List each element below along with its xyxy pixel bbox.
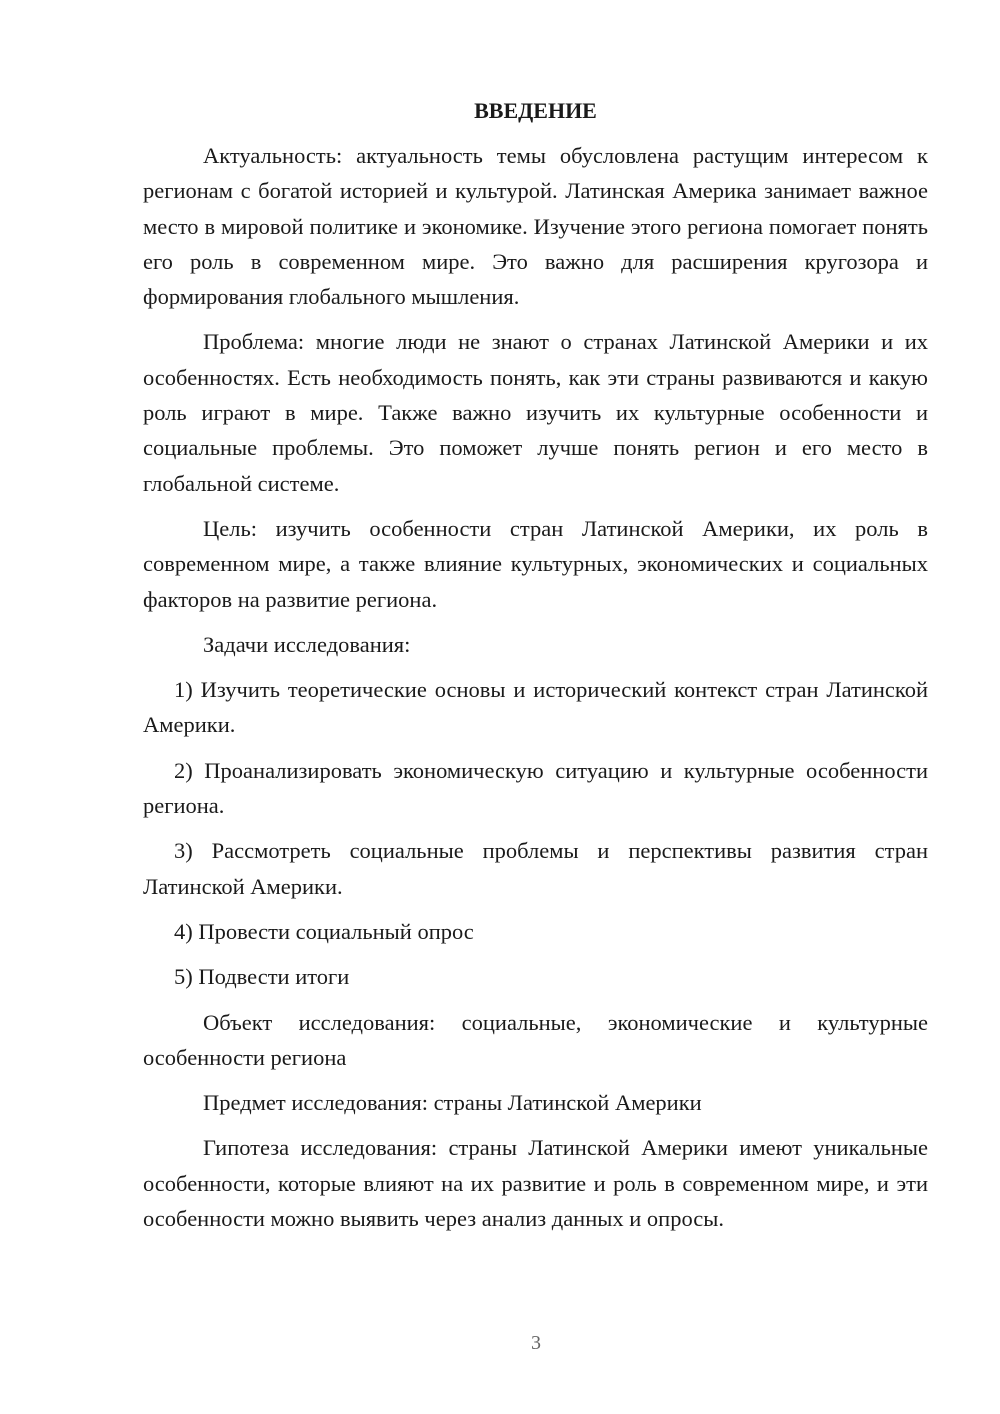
goal-paragraph: Цель: изучить особенности стран Латинской Америки, их роль в современном мире, а также влияние культурных, экономических и социальных факторов на развитие региона.: [143, 515, 928, 612]
hypothesis-paragraph: Гипотеза исследования: страны Латинской Америки имеют уникальные особенности, которые влияют на их развитие и роль в современном мире, и эти особенности можно выявить через анализ данных и опросы.: [143, 1135, 928, 1232]
subject-paragraph: Предмет исследования: страны Латинской Америки: [203, 1090, 702, 1116]
object-paragraph: Объект исследования: социальные, экономические и культурные особенности региона: [143, 1009, 928, 1070]
relevance-paragraph: Актуальность: актуальность темы обусловлена растущим интересом к регионам с богатой историей и культурой. Латинская Америка занимает важное место в мировой политике и экономике. Изучение этого региона помогает понять его роль в современном мире. Это важно для расширения кругозора и формирования глобального мышления.: [143, 143, 928, 310]
task-item-2: 2) Проанализировать экономическую ситуацию и культурные особенности региона.: [143, 757, 928, 819]
page-title: ВВЕДЕНИЕ: [474, 98, 597, 123]
task-item-3: 3) Рассмотреть социальные проблемы и перспективы развития стран Латинской Америки.: [143, 838, 928, 899]
problem-paragraph: Проблема: многие люди не знают о странах Латинской Америки и их особенностях. Есть необходимость понять, как эти страны развиваются и какую роль играют в мире. Также важно изучить их культурные особенности и социальные проблемы. Это поможет лучше понять регион и его место в глобальной системе.: [143, 329, 928, 496]
task-item-4: 4) Провести социальный опрос: [174, 918, 474, 944]
task-item-1: 1) Изучить теоретические основы и исторический контекст стран Латинской Америки.: [143, 677, 928, 738]
page-content: [143, 94, 928, 1236]
page-number: 3: [531, 1332, 541, 1354]
task-item-5: 5) Подвести итоги: [174, 964, 350, 990]
tasks-heading: Задачи исследования:: [203, 631, 411, 657]
